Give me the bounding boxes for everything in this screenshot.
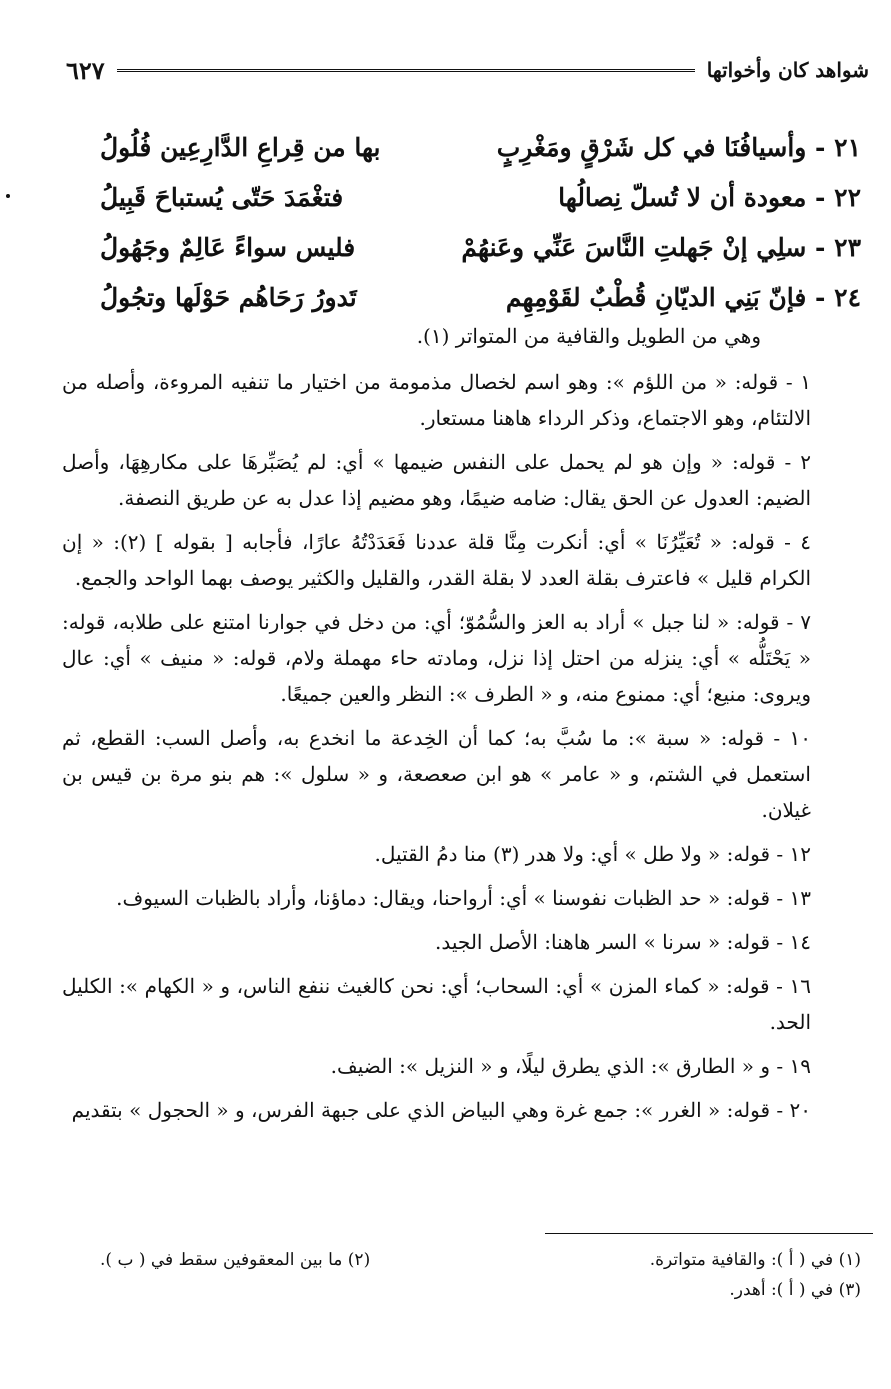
running-header bbox=[66, 50, 869, 90]
verse-second-hemistich: بها من قِراعِ الدَّارِعِين فُلُولُ bbox=[100, 132, 381, 162]
commentary-note: ١٣ - قوله: « حد الظبات نفوسنا » أي: أرواحنا، ويقال: دماؤنا، وأراد بالظبات السيوف. bbox=[116, 886, 811, 910]
verse-line bbox=[100, 222, 861, 272]
verse-second-hemistich: تَدورُ رَحَاهُم حَوْلَها وتجُولُ bbox=[100, 282, 357, 312]
footnote-row bbox=[100, 1245, 861, 1275]
verse-first-hemistich: ٢٣ - سلِي إنْ جَهلتِ النَّاسَ عَنِّي وعَنهُمْ bbox=[461, 232, 861, 262]
commentary-note: ١ - قوله: « من اللؤم »: وهو اسم لخصال مذمومة من اختيار ما تنفيه المروءة، وأصله من الالتئام، وهو الاجتماع، وذكر الرداء هاهنا مستعار. bbox=[62, 370, 811, 430]
commentary-note: ١٠ - قوله: « سبة »: ما سُبَّ به؛ كما أن الخِدعة ما انخدع به، وأصل السب: القطع، ثم استعمل في الشتم، و « عامر » هو ابن صعصعة، و « سلول »: هم بنو مرة بن قيس بن غيلان. bbox=[62, 726, 811, 822]
footnote-2: (٢) ما بين المعقوفين سقط في ( ب ). bbox=[100, 1250, 371, 1270]
commentary-note: ٧ - قوله: « لنا جبل » أراد به العز والسُّمُوّ؛ أي: من دخل في جوارنا امتنع على طلابه، قوله: « يَحْتَلُّه » أي: ينزله من احتل إذا نزل، ومادته حاء مهملة ولام، قوله: « منيف » أي: عال ويروى: منيع؛ أي: ممنوع منه، و « الطرف »: النظر والعين جميعًا. bbox=[62, 610, 811, 706]
footnote-1: (١) في ( أ ): والقافية متواترة. bbox=[649, 1250, 861, 1270]
commentary-note: ١٢ - قوله: « ولا طل » أي: ولا هدر (٣) منا دمُ القتيل. bbox=[374, 842, 811, 866]
footnote-row bbox=[100, 1275, 861, 1305]
chapter-title: شواهد كان وأخواتها bbox=[706, 58, 869, 82]
commentary-note: ٤ - قوله: « تُعَيِّرُنَا » أي: أنكرت مِنَّا قلة عددنا فَعَدَدْتُهُ عارًا، فأجابه [ بقوله ] (٢): « إن الكرام قليل » فاعترف بقلة العدد لا بقلة القدر، والقليل والكثير يوصف بهما الواحد والجمع. bbox=[62, 530, 811, 590]
verse-line bbox=[100, 172, 861, 222]
verse-second-hemistich: فليس سواءً عَالِمٌ وجَهُولُ bbox=[100, 232, 356, 262]
verse-line bbox=[100, 272, 861, 322]
commentary-note: ١٤ - قوله: « سرنا » السر هاهنا: الأصل الجيد. bbox=[435, 930, 811, 954]
commentary-note: ٢٠ - قوله: « الغرر »: جمع غرة وهي البياض الذي على جبهة الفرس، و « الحجول » بتقديم bbox=[71, 1098, 811, 1122]
meter-note: وهي من الطويل والقافية من المتواتر (١). bbox=[416, 324, 761, 348]
verse-line bbox=[100, 122, 861, 172]
commentary-note: ١٩ - و « الطارق »: الذي يطرق ليلًا، و « النزيل »: الضيف. bbox=[330, 1054, 811, 1078]
footnotes bbox=[100, 1245, 861, 1305]
verse-second-hemistich: فتغْمَدَ حَتّى يُستباحَ قَبِيلُ bbox=[100, 182, 344, 212]
footnote-3: (٣) في ( أ ): أهدر. bbox=[729, 1280, 861, 1300]
footnote-rule bbox=[545, 1233, 873, 1234]
poem-verses bbox=[100, 122, 861, 322]
verse-first-hemistich: ٢٢ - معودة أن لا تُسلّ نِصالُها bbox=[558, 182, 861, 212]
header-rule bbox=[117, 69, 695, 72]
commentary-note: ٢ - قوله: « وإن هو لم يحمل على النفس ضيمها » أي: لم يُصَبِّرهَا على مكارهِهَا، وأصل الضيم: العدول عن الحق يقال: ضامه ضيمًا، وهو مضيم إذا عدل به عن طريق النصفة. bbox=[62, 450, 811, 510]
commentary-note: ١٦ - قوله: « كماء المزن » أي: السحاب؛ أي: نحن كالغيث ننفع الناس، و « الكهام »: الكليل الحد. bbox=[62, 974, 811, 1034]
verse-first-hemistich: ٢١ - وأسيافُنَا في كل شَرْقٍ ومَغْرِبٍ bbox=[496, 132, 861, 162]
commentary bbox=[62, 318, 861, 1136]
page-number: ٦٢٧ bbox=[66, 55, 105, 85]
scan-speck bbox=[6, 194, 10, 198]
verse-first-hemistich: ٢٤ - فإنّ بَنِي الديّانِ قُطْبٌ لقَوْمِهِم bbox=[505, 282, 861, 312]
